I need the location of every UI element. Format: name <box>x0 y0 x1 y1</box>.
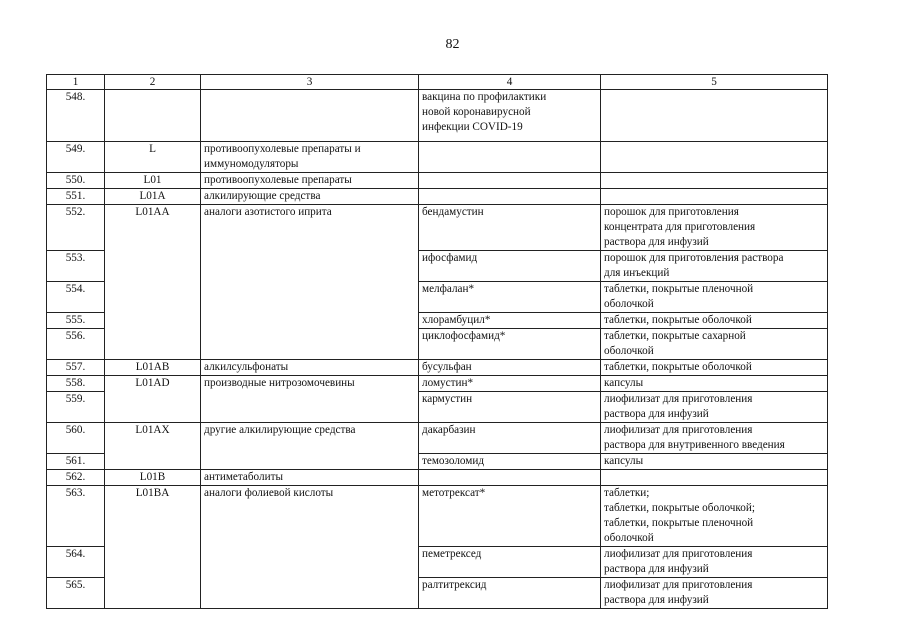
drug-name <box>419 189 601 205</box>
header-col-5: 5 <box>601 75 828 90</box>
drug-name: вакцина по профилактики новой коронавирусной инфекции COVID-19 <box>419 90 601 142</box>
atc-code: L01AB <box>105 360 201 376</box>
dosage-form <box>601 173 828 189</box>
drug-name: ифосфамид <box>419 251 601 282</box>
drug-name: темозоломид <box>419 454 601 470</box>
table-row <box>47 360 828 376</box>
drug-name <box>419 142 601 173</box>
drug-name: ралтитрексид <box>419 578 601 609</box>
atc-code: L01B <box>105 470 201 486</box>
table-row <box>47 173 828 189</box>
drug-name: пеметрексед <box>419 547 601 578</box>
table-row <box>47 486 828 547</box>
row-number: 561. <box>47 454 105 470</box>
page-number: 82 <box>445 37 460 52</box>
dosage-form: порошок для приготовления раствора для инъекций <box>601 251 828 282</box>
table-row <box>47 423 828 454</box>
group-name: другие алкилирующие средства <box>201 423 419 470</box>
table-row <box>47 470 828 486</box>
atc-code: L01A <box>105 189 201 205</box>
group-name: алкилирующие средства <box>201 189 419 205</box>
row-number: 557. <box>47 360 105 376</box>
drug-name: бендамустин <box>419 205 601 251</box>
atc-code <box>105 90 201 142</box>
dosage-form <box>601 470 828 486</box>
dosage-form: таблетки, покрытые пленочной оболочкой <box>601 282 828 313</box>
table-row <box>47 205 828 251</box>
group-name: аналоги азотистого иприта <box>201 205 419 360</box>
dosage-form: таблетки, покрытые оболочкой <box>601 360 828 376</box>
dosage-form: капсулы <box>601 376 828 392</box>
row-number: 552. <box>47 205 105 251</box>
row-number: 550. <box>47 173 105 189</box>
drug-name: хлорамбуцил* <box>419 313 601 329</box>
drug-name: ломустин* <box>419 376 601 392</box>
row-number: 556. <box>47 329 105 360</box>
dosage-form: таблетки, покрытые сахарной оболочкой <box>601 329 828 360</box>
drug-name: метотрексат* <box>419 486 601 547</box>
row-number: 553. <box>47 251 105 282</box>
group-name: противоопухолевые препараты <box>201 173 419 189</box>
drug-name: бусульфан <box>419 360 601 376</box>
header-col-4: 4 <box>419 75 601 90</box>
atc-code: L <box>105 142 201 173</box>
drug-name <box>419 470 601 486</box>
dosage-form: лиофилизат для приготовления раствора для инфузий <box>601 547 828 578</box>
dosage-form <box>601 189 828 205</box>
group-name <box>201 90 419 142</box>
dosage-form <box>601 142 828 173</box>
table-row <box>47 142 828 173</box>
dosage-form: лиофилизат для приготовления раствора для инфузий <box>601 392 828 423</box>
row-number: 565. <box>47 578 105 609</box>
dosage-form: лиофилизат для приготовления раствора для инфузий <box>601 578 828 609</box>
group-name: производные нитрозомочевины <box>201 376 419 423</box>
row-number: 559. <box>47 392 105 423</box>
drug-name: циклофосфамид* <box>419 329 601 360</box>
atc-code: L01AA <box>105 205 201 360</box>
group-name: противоопухолевые препараты и иммуномодуляторы <box>201 142 419 173</box>
atc-code: L01AX <box>105 423 201 470</box>
row-number: 555. <box>47 313 105 329</box>
dosage-form: капсулы <box>601 454 828 470</box>
dosage-form: порошок для приготовления концентрата для приготовления раствора для инфузий <box>601 205 828 251</box>
row-number: 551. <box>47 189 105 205</box>
dosage-form <box>601 90 828 142</box>
table-row <box>47 90 828 142</box>
group-name: аналоги фолиевой кислоты <box>201 486 419 609</box>
header-col-3: 3 <box>201 75 419 90</box>
drug-registry-table <box>46 74 828 609</box>
row-number: 558. <box>47 376 105 392</box>
row-number: 549. <box>47 142 105 173</box>
header-col-2: 2 <box>105 75 201 90</box>
header-row <box>47 75 828 90</box>
drug-name: дакарбазин <box>419 423 601 454</box>
row-number: 548. <box>47 90 105 142</box>
row-number: 563. <box>47 486 105 547</box>
row-number: 562. <box>47 470 105 486</box>
dosage-form: лиофилизат для приготовления раствора для внутривенного введения <box>601 423 828 454</box>
group-name: антиметаболиты <box>201 470 419 486</box>
row-number: 554. <box>47 282 105 313</box>
header-col-1: 1 <box>47 75 105 90</box>
dosage-form: таблетки, покрытые оболочкой <box>601 313 828 329</box>
atc-code: L01AD <box>105 376 201 423</box>
table-row <box>47 376 828 392</box>
table-row <box>47 189 828 205</box>
group-name: алкилсульфонаты <box>201 360 419 376</box>
row-number: 564. <box>47 547 105 578</box>
drug-name: мелфалан* <box>419 282 601 313</box>
drug-name: кармустин <box>419 392 601 423</box>
dosage-form: таблетки; таблетки, покрытые оболочкой; таблетки, покрытые пленочной оболочкой <box>601 486 828 547</box>
row-number: 560. <box>47 423 105 454</box>
drug-name <box>419 173 601 189</box>
atc-code: L01 <box>105 173 201 189</box>
atc-code: L01BA <box>105 486 201 609</box>
